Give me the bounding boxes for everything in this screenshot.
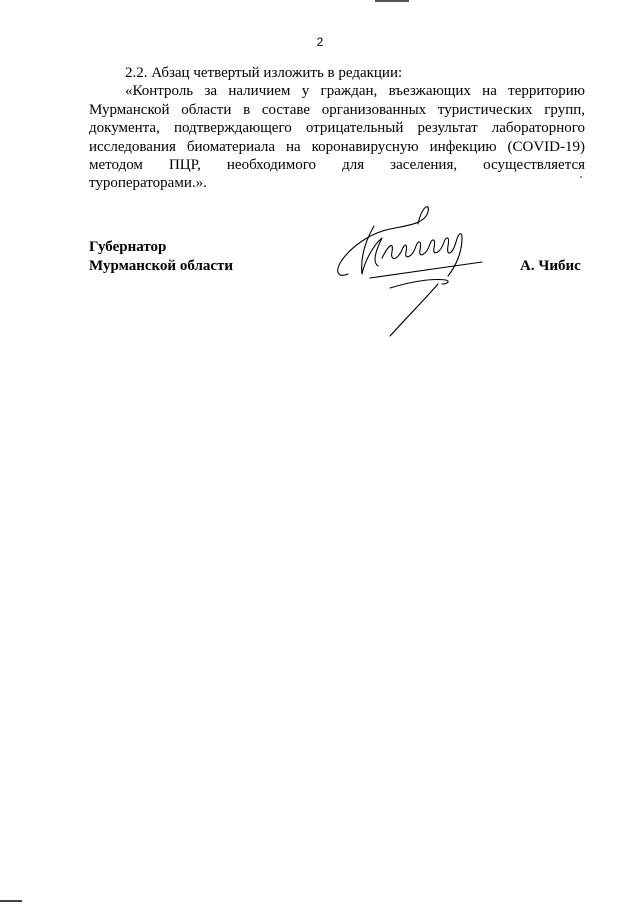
scan-dot — [580, 176, 582, 178]
paragraph-quote: «Контроль за наличием у граждан, въезжающих на территорию Мурманской области в составе организованных туристических групп, документа, подтверждающего отрицательный результат лабораторного исследования биоматериала на коронавирусную инфекцию (COVID-19) методом ПЦР, необходимого для заселения, осуществляется туроператорами.». — [89, 83, 585, 192]
paragraph-amendment: 2.2. Абзац четвертый изложить в редакции: — [125, 65, 403, 81]
signatory-title-line-2: Мурманской области — [89, 258, 234, 274]
handwritten-signature-icon — [330, 196, 490, 342]
document-body — [89, 64, 585, 193]
page-number: 2 — [316, 35, 324, 49]
signatory-name: А. Чибис — [520, 258, 581, 274]
signatory-title-line-1: Губернатор — [89, 239, 167, 255]
scan-top-mark — [375, 0, 409, 2]
scan-bottom-mark — [0, 900, 22, 902]
signatory-title — [89, 238, 233, 276]
